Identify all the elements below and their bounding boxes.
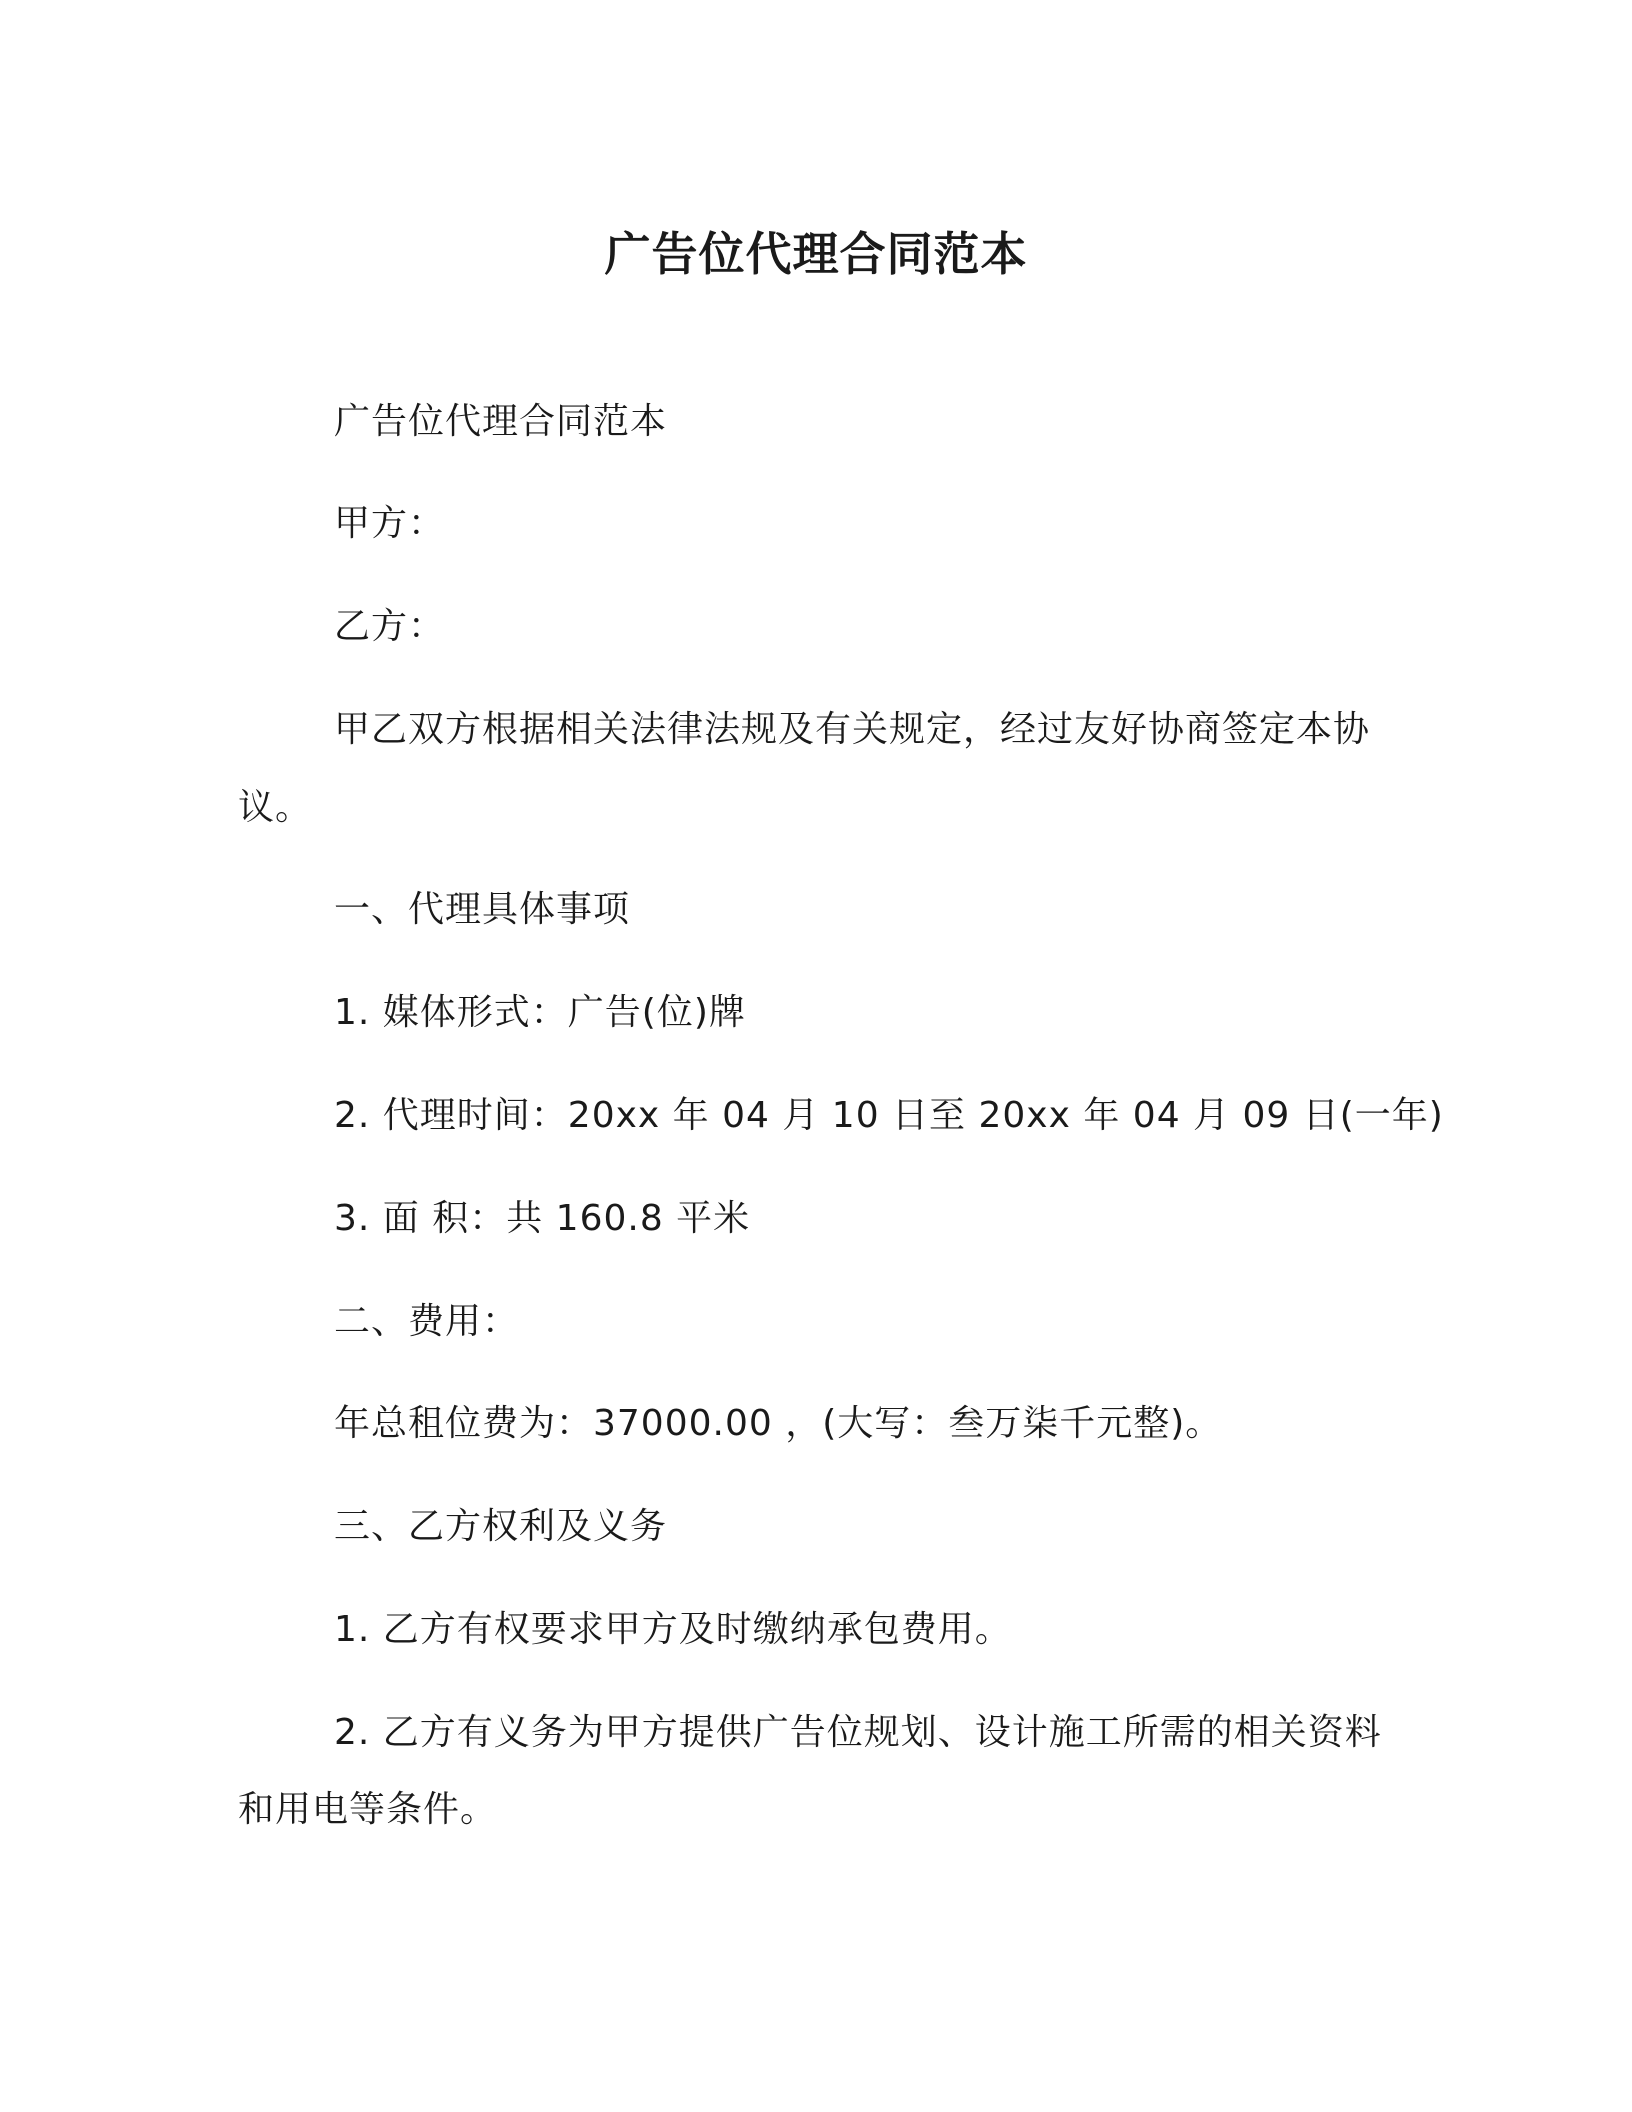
document-title: 广告位代理合同范本 [604,227,1028,281]
section-3-item-1: 1. 乙方有权要求甲方及时缴纳承包费用。 [334,1609,1012,1650]
section-3-item-2-line-1: 2. 乙方有义务为甲方提供广告位规划、设计施工所需的相关资料 [334,1712,1382,1753]
party-b-line: 乙方： [334,606,446,647]
section-2-fee-line: 年总租位费为：37000.00 ，(大写：叁万柒千元整)。 [334,1403,1223,1444]
preamble-line-2: 议。 [238,787,313,828]
section-1-heading: 一、代理具体事项 [334,889,631,930]
preamble-line-1: 甲乙双方根据相关法律法规及有关规定，经过友好协商签定本协 [334,709,1371,750]
section-3-heading: 三、乙方权利及义务 [334,1506,668,1547]
section-1-item-2: 2. 代理时间：20xx 年 04 月 10 日至 20xx 年 04 月 09 日(一年) [334,1095,1444,1136]
section-3-item-2-line-2: 和用电等条件。 [238,1789,498,1830]
section-1-item-1: 1. 媒体形式：广告(位)牌 [334,992,746,1033]
doc-subtitle: 广告位代理合同范本 [334,401,668,442]
section-1-item-3: 3. 面 积：共 160.8 平米 [334,1198,751,1239]
party-a-line: 甲方： [334,503,446,544]
section-2-heading: 二、费用： [334,1301,520,1342]
